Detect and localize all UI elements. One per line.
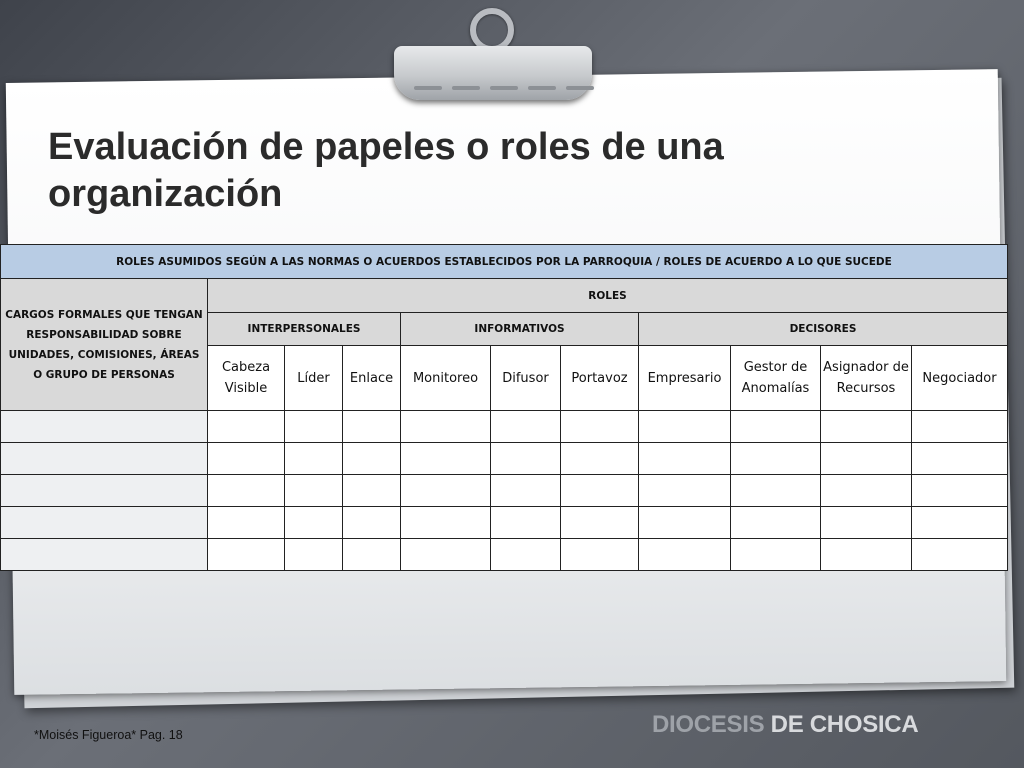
group-interpersonales: INTERPERSONALES	[208, 313, 401, 346]
table-cell	[731, 411, 821, 443]
role-gestor-anomalias: Gestor de Anomalías	[731, 346, 821, 411]
table-row	[1, 443, 1008, 475]
table-cell	[343, 411, 401, 443]
table-cell	[639, 475, 731, 507]
role-negociador: Negociador	[912, 346, 1008, 411]
table-cell	[561, 539, 639, 571]
table-cell	[912, 539, 1008, 571]
table-cell	[1, 411, 208, 443]
table-cell	[561, 443, 639, 475]
table-cell	[343, 539, 401, 571]
table-cell	[561, 411, 639, 443]
table-cell	[491, 507, 561, 539]
table-cell	[343, 507, 401, 539]
role-enlace: Enlace	[343, 346, 401, 411]
role-monitoreo: Monitoreo	[401, 346, 491, 411]
table-cell	[1, 539, 208, 571]
role-empresario: Empresario	[639, 346, 731, 411]
role-cabeza-visible: Cabeza Visible	[208, 346, 285, 411]
table-cell	[912, 443, 1008, 475]
slide-title: Evaluación de papeles o roles de una organización	[48, 126, 724, 215]
table-cell	[285, 475, 343, 507]
table-cell	[343, 475, 401, 507]
brand-logo-text	[652, 711, 918, 739]
group-decisores: DECISORES	[639, 313, 1008, 346]
table-cell	[1, 475, 208, 507]
table-cell	[401, 411, 491, 443]
group-informativos: INFORMATIVOS	[401, 313, 639, 346]
table-main-header: ROLES ASUMIDOS SEGÚN A LAS NORMAS O ACUERDOS ESTABLECIDOS POR LA PARROQUIA / ROLES DE ACUERDO A LO QUE SUCEDE	[1, 245, 1008, 279]
roles-header: ROLES	[208, 279, 1008, 313]
table-cell	[285, 507, 343, 539]
table-cell	[821, 507, 912, 539]
table-cell	[821, 539, 912, 571]
table-row	[1, 475, 1008, 507]
table-cell	[285, 443, 343, 475]
table-cell	[731, 539, 821, 571]
table-cell	[821, 443, 912, 475]
table-cell	[912, 475, 1008, 507]
table-cell	[401, 507, 491, 539]
table-cell	[639, 539, 731, 571]
table-cell	[731, 443, 821, 475]
table-cell	[343, 443, 401, 475]
roles-evaluation-table	[0, 244, 1008, 571]
table-row	[1, 411, 1008, 443]
table-cell	[561, 475, 639, 507]
table-cell	[912, 507, 1008, 539]
table-cell	[208, 411, 285, 443]
table-cell	[401, 539, 491, 571]
table-row	[1, 507, 1008, 539]
brand-part-1: DIOCESIS	[652, 711, 765, 738]
table-cell	[491, 475, 561, 507]
table-cell	[639, 411, 731, 443]
table-cell	[285, 539, 343, 571]
table-cell	[912, 411, 1008, 443]
table-cell	[401, 443, 491, 475]
table-cell	[208, 539, 285, 571]
footer-author-page: *Moisés Figueroa* Pag. 18	[34, 728, 183, 742]
table-cell	[491, 539, 561, 571]
table-cell	[491, 411, 561, 443]
role-difusor: Difusor	[491, 346, 561, 411]
cargos-formales-header: CARGOS FORMALES QUE TENGAN RESPONSABILIDAD SOBRE UNIDADES, COMISIONES, ÁREAS O GRUPO DE PERSONAS	[1, 279, 208, 411]
table-cell	[491, 443, 561, 475]
table-cell	[208, 443, 285, 475]
table-cell	[821, 411, 912, 443]
paper-clip-icon	[394, 46, 592, 100]
table-cell	[208, 507, 285, 539]
role-asignador-recursos: Asignador de Recursos	[821, 346, 912, 411]
role-portavoz: Portavoz	[561, 346, 639, 411]
table-cell	[1, 507, 208, 539]
table-cell	[821, 475, 912, 507]
table-cell	[731, 507, 821, 539]
table-cell	[639, 507, 731, 539]
table-cell	[731, 475, 821, 507]
table-cell	[561, 507, 639, 539]
table-cell	[401, 475, 491, 507]
role-lider: Líder	[285, 346, 343, 411]
table-row	[1, 539, 1008, 571]
table-cell	[285, 411, 343, 443]
table-cell	[639, 443, 731, 475]
brand-part-2: DE CHOSICA	[770, 711, 919, 738]
table-cell	[208, 475, 285, 507]
table-cell	[1, 443, 208, 475]
